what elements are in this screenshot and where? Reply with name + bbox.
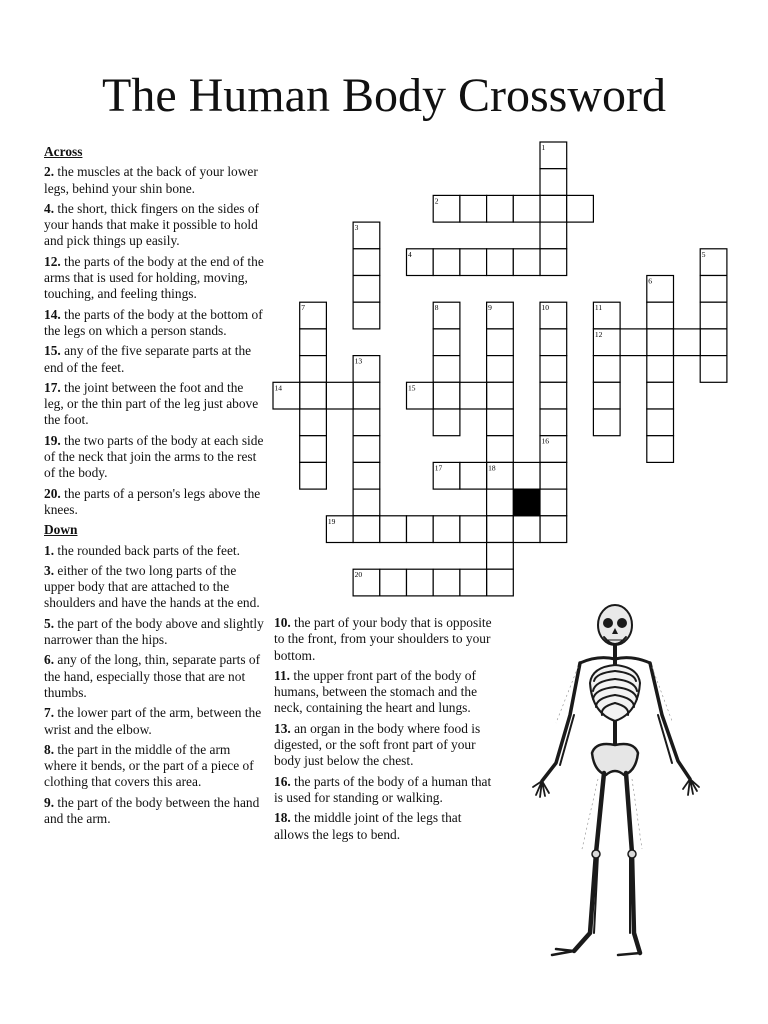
clue-text: the part of the body between the hand and the arm. bbox=[44, 794, 260, 826]
grid-cell[interactable] bbox=[700, 249, 727, 276]
grid-cell[interactable] bbox=[433, 302, 460, 329]
clue-number: 6. bbox=[44, 652, 55, 668]
grid-cell[interactable] bbox=[353, 516, 380, 543]
grid-number: 4 bbox=[408, 249, 412, 259]
grid-cell[interactable] bbox=[487, 516, 514, 543]
grid-cell[interactable] bbox=[540, 142, 567, 169]
grid-cell[interactable] bbox=[407, 382, 434, 409]
grid-cell[interactable] bbox=[433, 462, 460, 489]
grid-cell[interactable] bbox=[353, 249, 380, 276]
clue-down-3 bbox=[44, 563, 266, 612]
grid-number: 10 bbox=[541, 303, 549, 313]
grid-cell[interactable] bbox=[593, 356, 620, 383]
clue-text: the parts of the body at the end of the arms that is used for holding, moving, touching, and feeling things. bbox=[44, 253, 264, 302]
clue-across-2 bbox=[44, 164, 266, 197]
grid-cell[interactable] bbox=[300, 409, 327, 436]
grid-cell[interactable] bbox=[593, 409, 620, 436]
clue-number: 12. bbox=[44, 253, 61, 269]
grid-cell[interactable] bbox=[540, 356, 567, 383]
grid-cell[interactable] bbox=[540, 409, 567, 436]
grid-cell[interactable] bbox=[433, 569, 460, 596]
clue-down-11 bbox=[274, 668, 496, 717]
clue-text: the parts of the body at the bottom of the legs on which a person stands. bbox=[44, 306, 263, 338]
across-heading: Across bbox=[44, 144, 83, 159]
clue-number: 5. bbox=[44, 615, 55, 631]
grid-cell[interactable] bbox=[647, 302, 674, 329]
grid-cell[interactable] bbox=[460, 195, 487, 222]
clue-across-12 bbox=[44, 254, 266, 303]
clue-down-8 bbox=[44, 742, 266, 791]
clue-text: any of the five separate parts at the end of the feet. bbox=[44, 343, 252, 375]
grid-cell[interactable] bbox=[407, 516, 434, 543]
grid-number: 9 bbox=[488, 303, 492, 313]
grid-cell[interactable] bbox=[380, 516, 407, 543]
clue-across-15 bbox=[44, 343, 266, 376]
grid-cell[interactable] bbox=[460, 249, 487, 276]
grid-cell[interactable] bbox=[513, 462, 540, 489]
grid-cell[interactable] bbox=[300, 302, 327, 329]
grid-cell[interactable] bbox=[460, 569, 487, 596]
grid-cell[interactable] bbox=[433, 356, 460, 383]
grid-cell[interactable] bbox=[540, 436, 567, 463]
clue-text: the upper front part of the body of humans, between the stomach and the neck, containing the heart and lungs. bbox=[274, 667, 478, 716]
grid-cell[interactable] bbox=[513, 249, 540, 276]
clue-number: 1. bbox=[44, 542, 55, 558]
clue-across-4 bbox=[44, 201, 266, 250]
grid-number: 6 bbox=[648, 276, 653, 286]
clue-text: the lower part of the arm, between the wrist and the elbow. bbox=[44, 705, 262, 737]
grid-cell[interactable] bbox=[487, 489, 514, 516]
grid-cell[interactable] bbox=[513, 195, 540, 222]
grid-cell[interactable] bbox=[647, 356, 674, 383]
grid-cell[interactable] bbox=[540, 516, 567, 543]
grid-cell[interactable] bbox=[620, 329, 647, 356]
clue-number: 7. bbox=[44, 705, 55, 721]
grid-cell[interactable] bbox=[487, 329, 514, 356]
clue-number: 17. bbox=[44, 379, 61, 395]
grid-cell[interactable] bbox=[540, 169, 567, 196]
grid-cell[interactable] bbox=[487, 356, 514, 383]
grid-number: 11 bbox=[594, 303, 603, 313]
clue-number: 20. bbox=[44, 485, 61, 501]
down-heading: Down bbox=[44, 522, 78, 538]
grid-number: 19 bbox=[327, 516, 336, 526]
grid-cell[interactable] bbox=[593, 382, 620, 409]
grid-cell[interactable] bbox=[300, 356, 327, 383]
clue-text: either of the two long parts of the upper body that are attached to the shoulders and have the hands at the end. bbox=[44, 562, 260, 611]
grid-cell[interactable] bbox=[300, 329, 327, 356]
grid-cell[interactable] bbox=[433, 249, 460, 276]
clue-text: the part of the body above and slightly narrower than the hips. bbox=[44, 615, 264, 648]
grid-cell[interactable] bbox=[407, 249, 434, 276]
grid-cell[interactable] bbox=[353, 436, 380, 463]
grid-cell[interactable] bbox=[353, 409, 380, 436]
grid-cell[interactable] bbox=[300, 382, 327, 409]
clue-text: the middle joint of the legs that allows the legs to bend. bbox=[274, 810, 462, 842]
grid-cell[interactable] bbox=[540, 489, 567, 516]
clue-number: 16. bbox=[274, 773, 291, 789]
grid-number: 15 bbox=[408, 383, 416, 393]
clue-across-19 bbox=[44, 433, 266, 482]
grid-cell[interactable] bbox=[353, 569, 380, 596]
clue-text: the muscles at the back of your lower legs, behind your shin bone. bbox=[44, 164, 258, 196]
grid-cell[interactable] bbox=[353, 222, 380, 249]
clue-across-14 bbox=[44, 307, 266, 340]
clue-text: the part in the middle of the arm where it bends, or the part of a piece of clothing that covers this area. bbox=[44, 741, 254, 790]
grid-cell[interactable] bbox=[674, 329, 701, 356]
grid-cell[interactable] bbox=[567, 195, 594, 222]
grid-cell[interactable] bbox=[647, 329, 674, 356]
grid-cell[interactable] bbox=[540, 302, 567, 329]
clue-down-16 bbox=[274, 774, 496, 807]
page-title: The Human Body Crossword bbox=[102, 69, 666, 122]
grid-cell[interactable] bbox=[380, 569, 407, 596]
clue-number: 18. bbox=[274, 810, 291, 826]
grid-cell[interactable] bbox=[700, 302, 727, 329]
clue-number: 10. bbox=[274, 615, 291, 630]
grid-number: 12 bbox=[594, 329, 603, 339]
clues-column-left bbox=[44, 144, 266, 831]
clue-down-9 bbox=[44, 795, 266, 828]
grid-cell[interactable] bbox=[326, 516, 353, 543]
grid-cell[interactable] bbox=[300, 462, 327, 489]
clue-down-6 bbox=[44, 652, 266, 701]
clue-number: 8. bbox=[44, 741, 55, 757]
clue-down-18 bbox=[274, 810, 496, 843]
grid-cell[interactable] bbox=[647, 409, 674, 436]
clue-number: 3. bbox=[44, 562, 55, 578]
grid-cell[interactable] bbox=[433, 382, 460, 409]
grid-cell[interactable] bbox=[700, 329, 727, 356]
grid-cell[interactable] bbox=[326, 382, 353, 409]
grid-number: 16 bbox=[541, 436, 549, 446]
grid-cell[interactable] bbox=[460, 462, 487, 489]
grid-number: 18 bbox=[488, 463, 496, 473]
grid-number: 1 bbox=[541, 143, 546, 152]
clue-text: the rounded back parts of the feet. bbox=[57, 542, 240, 558]
grid-cell[interactable] bbox=[433, 516, 460, 543]
grid-cell[interactable] bbox=[700, 356, 727, 383]
grid-cell[interactable] bbox=[487, 195, 514, 222]
grid-cell[interactable] bbox=[540, 222, 567, 249]
clue-number: 2. bbox=[44, 164, 55, 180]
clue-across-17 bbox=[44, 380, 266, 429]
grid-cell[interactable] bbox=[353, 276, 380, 303]
grid-cell[interactable] bbox=[487, 543, 514, 570]
grid-cell[interactable] bbox=[540, 195, 567, 222]
clue-text: an organ in the body where food is digested, or the soft front part of your body just below the chest. bbox=[274, 720, 481, 769]
clue-number: 4. bbox=[44, 200, 55, 216]
grid-cell[interactable] bbox=[353, 382, 380, 409]
grid-cell[interactable] bbox=[407, 569, 434, 596]
clue-text: any of the long, thin, separate parts of the hand, especially those that are not thumbs. bbox=[44, 652, 261, 700]
grid-cell[interactable] bbox=[353, 356, 380, 383]
clue-text: the parts of a person's legs above the knees. bbox=[44, 485, 261, 517]
clue-across-20 bbox=[44, 486, 266, 519]
grid-cell[interactable] bbox=[487, 462, 514, 489]
grid-cell[interactable] bbox=[647, 276, 674, 303]
grid-cell[interactable] bbox=[460, 516, 487, 543]
grid-number: 8 bbox=[434, 303, 439, 313]
clue-down-7 bbox=[44, 705, 266, 738]
grid-cell[interactable] bbox=[487, 409, 514, 436]
grid-cell[interactable] bbox=[487, 382, 514, 409]
grid-cell[interactable] bbox=[273, 382, 300, 409]
clue-down-10 bbox=[274, 615, 496, 664]
grid-cell[interactable] bbox=[487, 249, 514, 276]
grid-number: 20 bbox=[354, 570, 363, 580]
grid-cell[interactable] bbox=[353, 462, 380, 489]
grid-number: 3 bbox=[354, 223, 359, 233]
grid-cell[interactable] bbox=[540, 382, 567, 409]
grid-cell[interactable] bbox=[460, 382, 487, 409]
grid-cell[interactable] bbox=[487, 302, 514, 329]
grid-cell[interactable] bbox=[487, 436, 514, 463]
clues-column-right bbox=[274, 615, 496, 847]
clue-number: 9. bbox=[44, 794, 55, 810]
clue-down-1 bbox=[44, 543, 266, 559]
grid-cell[interactable] bbox=[353, 489, 380, 516]
grid-number: 17 bbox=[434, 463, 443, 473]
grid-cell[interactable] bbox=[540, 329, 567, 356]
clue-number: 15. bbox=[44, 343, 61, 359]
grid-cell[interactable] bbox=[433, 195, 460, 222]
grid-number: 14 bbox=[274, 383, 282, 393]
grid-cell[interactable] bbox=[433, 409, 460, 436]
grid-cell[interactable] bbox=[487, 569, 514, 596]
clue-number: 13. bbox=[274, 720, 291, 736]
grid-cell[interactable] bbox=[593, 329, 620, 356]
grid-cell[interactable] bbox=[540, 462, 567, 489]
black-square bbox=[513, 489, 540, 516]
grid-cell[interactable] bbox=[647, 382, 674, 409]
grid-cell[interactable] bbox=[593, 302, 620, 329]
clue-number: 19. bbox=[44, 432, 61, 448]
grid-cell[interactable] bbox=[353, 302, 380, 329]
grid-number: 5 bbox=[701, 249, 706, 259]
clue-text: the joint between the foot and the leg, or the thin part of the leg just above the foot. bbox=[44, 379, 259, 428]
clue-down-5 bbox=[44, 616, 266, 649]
grid-number: 7 bbox=[301, 303, 305, 313]
clue-down-13 bbox=[274, 721, 496, 770]
clue-text: the parts of the body of a human that is used for standing or walking. bbox=[274, 773, 492, 805]
clue-number: 11. bbox=[274, 667, 290, 683]
grid-cell[interactable] bbox=[540, 249, 567, 276]
grid-cell[interactable] bbox=[647, 436, 674, 463]
clue-text: the short, thick fingers on the sides of your hands that make it possible to hold and pick things up easily. bbox=[44, 200, 259, 249]
clue-number: 14. bbox=[44, 306, 61, 322]
clue-text: the part of your body that is opposite to the front, from your shoulders to your bottom. bbox=[274, 615, 492, 663]
grid-number: 13 bbox=[354, 356, 363, 366]
skeleton-illustration bbox=[512, 603, 708, 965]
grid-cell[interactable] bbox=[700, 276, 727, 303]
grid-cell[interactable] bbox=[433, 329, 460, 356]
grid-cell[interactable] bbox=[513, 516, 540, 543]
clue-text: the two parts of the body at each side of the neck that join the arms to the rest of the body. bbox=[44, 432, 264, 481]
grid-cell[interactable] bbox=[300, 436, 327, 463]
grid-number: 2 bbox=[434, 196, 439, 206]
